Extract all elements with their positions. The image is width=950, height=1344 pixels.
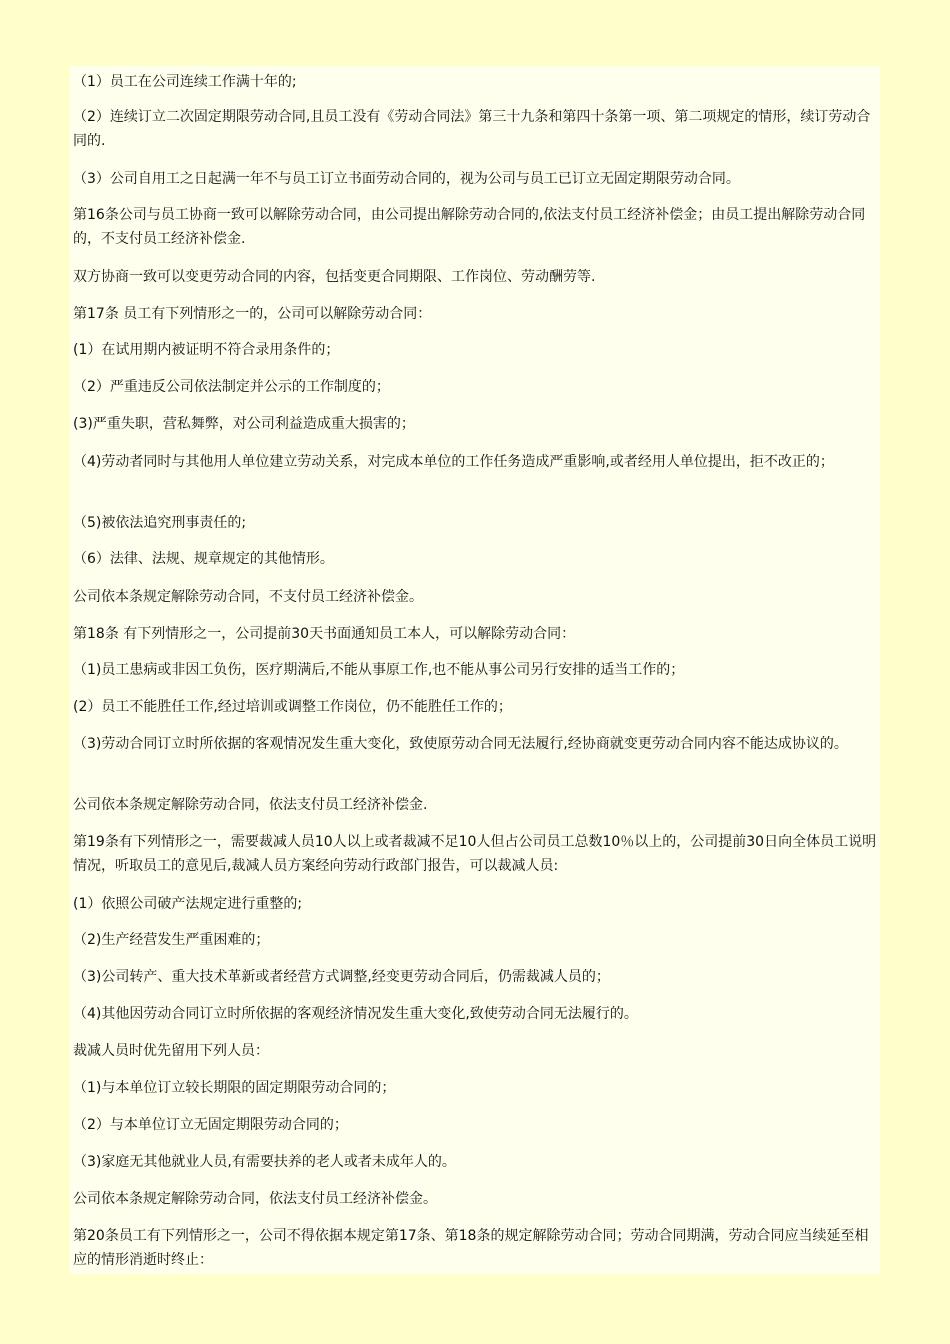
paragraph: （1)员工患病或非因工负伤，医疗期满后,不能从事原工作,也不能从事公司另行安排的适当工作的；	[73, 662, 685, 678]
paragraph: （3)公司转产、重大技术革新或者经营方式调整,经变更劳动合同后，仍需裁减人员的；	[73, 969, 610, 985]
paragraph: 公司依本条规定解除劳动合同，依法支付员工经济补偿金.	[73, 797, 428, 813]
paragraph: （4)劳动者同时与其他用人单位建立劳动关系，对完成本单位的工作任务造成严重影响,或者经用人单位提出，拒不改正的；	[73, 454, 834, 470]
paragraph: （2）连续订立二次固定期限劳动合同,且员工没有《劳动合同法》第三十九条和第四十条第一项、第二项规定的情形，续订劳动合同的.	[73, 109, 871, 149]
paragraph: （2）严重违反公司依法制定并公示的工作制度的；	[73, 379, 390, 395]
paragraph: 第17条 员工有下列情形之一的，公司可以解除劳动合同：	[73, 306, 432, 322]
paragraph: （5)被依法追究刑事责任的;	[73, 515, 247, 531]
paragraph: (1）依照公司破产法规定进行重整的;	[73, 896, 303, 912]
paragraph: (2）员工不能胜任工作,经过培训或调整工作岗位，仍不能胜任工作的；	[73, 699, 512, 715]
paragraph: 第16条公司与员工协商一致可以解除劳动合同，由公司提出解除劳动合同的,依法支付员工经济补偿金；由员工提出解除劳动合同的，不支付员工经济补偿金.	[73, 207, 866, 247]
paragraph: （1)与本单位订立较长期限的固定期限劳动合同的；	[73, 1080, 396, 1096]
paragraph: （1）员工在公司连续工作满十年的;	[73, 74, 297, 90]
paragraph: 第19条有下列情形之一，需要裁减人员10人以上或者裁减不足10人但占公司员工总数10％以上的，公司提前30日向全体员工说明情况，听取员工的意见后,裁减人员方案经向劳动行政部门报告，可以裁减人员:	[73, 834, 877, 874]
paragraph: （6）法律、法规、规章规定的其他情形。	[73, 551, 334, 567]
paragraph: （3)家庭无其他就业人员,有需要扶养的老人或者未成年人的。	[73, 1154, 456, 1170]
paragraph: （4)其他因劳动合同订立时所依据的客观经济情况发生重大变化,致使劳动合同无法履行的。	[73, 1006, 638, 1022]
paragraph: (3)严重失职，营私舞弊，对公司利益造成重大损害的；	[73, 416, 415, 432]
paragraph: 双方协商一致可以变更劳动合同的内容，包括变更合同期限、工作岗位、劳动酬劳等.	[73, 269, 596, 285]
document-page	[70, 66, 880, 1274]
paragraph: （2)生产经营发生严重困难的；	[73, 932, 270, 948]
paragraph: 公司依本条规定解除劳动合同，依法支付员工经济补偿金。	[73, 1191, 437, 1207]
paragraph: 第18条 有下列情形之一，公司提前30天书面通知员工本人，可以解除劳动合同：	[73, 626, 576, 642]
paragraph: 第20条员工有下列情形之一，公司不得依据本规定第17条、第18条的规定解除劳动合同；劳动合同期满，劳动合同应当续延至相应的情形消逝时终止：	[73, 1228, 869, 1268]
paragraph: （2）与本单位订立无固定期限劳动合同的；	[73, 1117, 348, 1133]
paragraph: (1）在试用期内被证明不符合录用条件的；	[73, 342, 340, 358]
paragraph: 公司依本条规定解除劳动合同，不支付员工经济补偿金。	[73, 589, 423, 605]
paragraph: （3)劳动合同订立时所依据的客观情况发生重大变化，致使原劳动合同无法履行,经协商就变更劳动合同内容不能达成协议的。	[73, 736, 848, 752]
paragraph: 裁减人员时优先留用下列人员：	[73, 1043, 269, 1059]
paragraph: （3）公司自用工之日起满一年不与员工订立书面劳动合同的，视为公司与员工已订立无固定期限劳动合同。	[73, 171, 740, 187]
